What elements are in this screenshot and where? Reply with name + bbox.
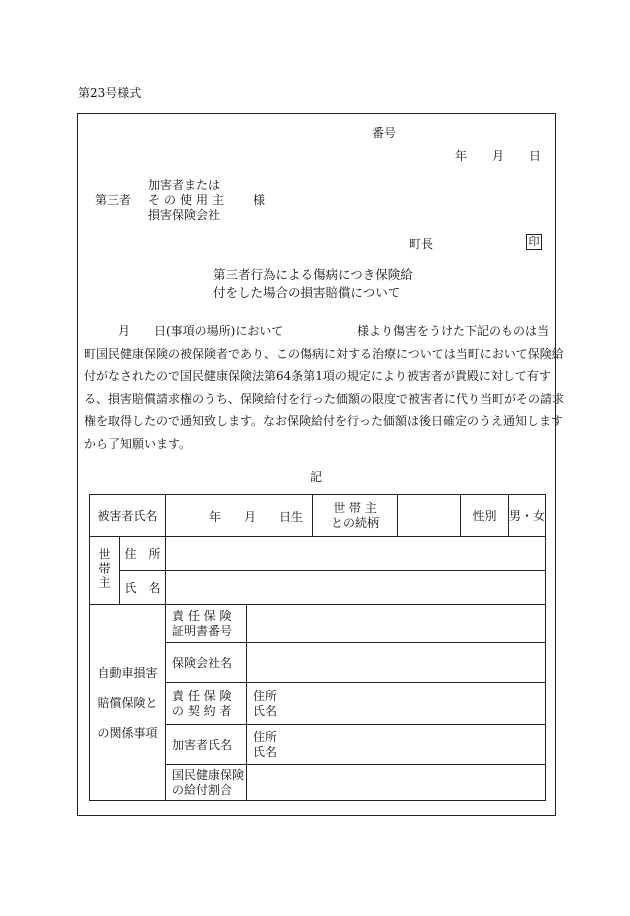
body-line-6: から了知願います。 <box>84 436 192 451</box>
addressee-line-2: その使用主 <box>148 193 229 207</box>
date-year-label: 年 <box>455 149 468 163</box>
householder-address-value[interactable] <box>166 537 546 571</box>
date-month-label: 月 <box>492 149 505 163</box>
body-line-3: 付がなされたので国民健康保険法第64条第1項の規定により被害者が貴殿に対して有す <box>84 369 551 384</box>
relation-label <box>313 495 398 537</box>
honorific-sama: 様 <box>253 193 266 207</box>
benefit-ratio-label <box>166 765 247 801</box>
householder-label <box>90 537 120 605</box>
householder-name-row <box>90 571 546 605</box>
seal-text: 印 <box>526 234 542 250</box>
benefit-ratio-line-2: の給付割合 <box>172 782 233 797</box>
householder-address-label: 住 所 <box>120 537 166 571</box>
contractor-address-label: 住所 <box>253 688 278 703</box>
victim-row <box>90 495 546 537</box>
offender-value[interactable] <box>247 725 546 765</box>
relation-line-2: との続柄 <box>331 515 380 530</box>
body-month: 月 <box>118 324 131 338</box>
body-line-2: 町国民健康保険の被保険者であり、この傷病に対する治療については当町において保険給 <box>84 346 564 361</box>
insurer-label: 保険会社名 <box>166 643 247 683</box>
date-day-label: 日 <box>529 149 542 163</box>
benefit-ratio-value[interactable] <box>247 765 546 801</box>
contractor-line-2: の 契 約 者 <box>172 703 232 718</box>
addressee-line-1: 加害者または <box>148 178 221 192</box>
householder-text: 世帯主 <box>97 548 111 590</box>
certificate-value[interactable] <box>247 605 546 643</box>
body-line-5: 権を取得したので通知致します。なお保険給付を行った価額は後日確定のうえ通知します <box>84 414 564 429</box>
body-line-1 <box>84 320 550 343</box>
householder-address-row <box>90 537 546 571</box>
auto-line-2: 賠償保険と <box>97 695 158 710</box>
certificate-line-2: 証明書番号 <box>172 623 233 638</box>
householder-name-value[interactable] <box>166 571 546 605</box>
form-number-label: 第23号様式 <box>78 86 142 100</box>
body-day-place: 日(事項の場所)において <box>154 324 284 338</box>
contractor-line-1: 責 任 保 険 <box>172 688 232 703</box>
certificate-line-1: 責 任 保 険 <box>172 608 232 623</box>
contractor-label <box>166 683 247 725</box>
sex-label: 性別 <box>461 495 509 537</box>
relation-line-1: 世 帯 主 <box>333 500 377 515</box>
victim-name-label: 被害者氏名 <box>90 495 166 537</box>
birth-date-cell <box>166 495 313 537</box>
insurer-value[interactable] <box>247 643 546 683</box>
auto-line-3: の関係事項 <box>97 725 158 740</box>
ki-heading: 記 <box>310 470 323 484</box>
third-party-label: 第三者 <box>95 193 132 207</box>
contractor-name-label: 氏名 <box>253 703 278 718</box>
householder-name-label: 氏 名 <box>120 571 166 605</box>
benefit-ratio-line-1: 国民健康保険 <box>172 767 245 782</box>
certificate-label <box>166 605 247 643</box>
birth-day: 日生 <box>279 509 304 524</box>
seal-mark <box>526 234 542 250</box>
offender-name-label: 氏名 <box>253 744 278 759</box>
sex-value: 男・女 <box>509 495 546 537</box>
birth-month: 月 <box>244 509 257 524</box>
addressee-line-3: 損害保険会社 <box>148 208 221 222</box>
relation-value[interactable] <box>398 495 461 537</box>
mayor-title: 町長 <box>409 237 434 251</box>
offender-label: 加害者氏名 <box>166 725 247 765</box>
auto-line-1: 自動車損害 <box>97 665 158 680</box>
body-line-4: る、損害賠償請求権のうち、保険給付を行った価額の限度で被害者に代り当町がその請求 <box>84 391 565 406</box>
offender-address-label: 住所 <box>253 729 278 744</box>
document-title-line-2: 付をした場合の損害賠償について <box>213 285 401 300</box>
notice-body <box>84 320 565 456</box>
certificate-row <box>90 605 546 643</box>
auto-insurance-label <box>90 605 166 801</box>
body-victim-ref: 様より傷害をうけた下記のものは当 <box>357 324 550 338</box>
contractor-value[interactable] <box>247 683 546 725</box>
number-label: 番号 <box>372 126 397 140</box>
document-title-line-1: 第三者行為による傷病につき保険給 <box>213 267 413 282</box>
detail-table <box>89 494 546 801</box>
birth-year: 年 <box>209 509 222 524</box>
